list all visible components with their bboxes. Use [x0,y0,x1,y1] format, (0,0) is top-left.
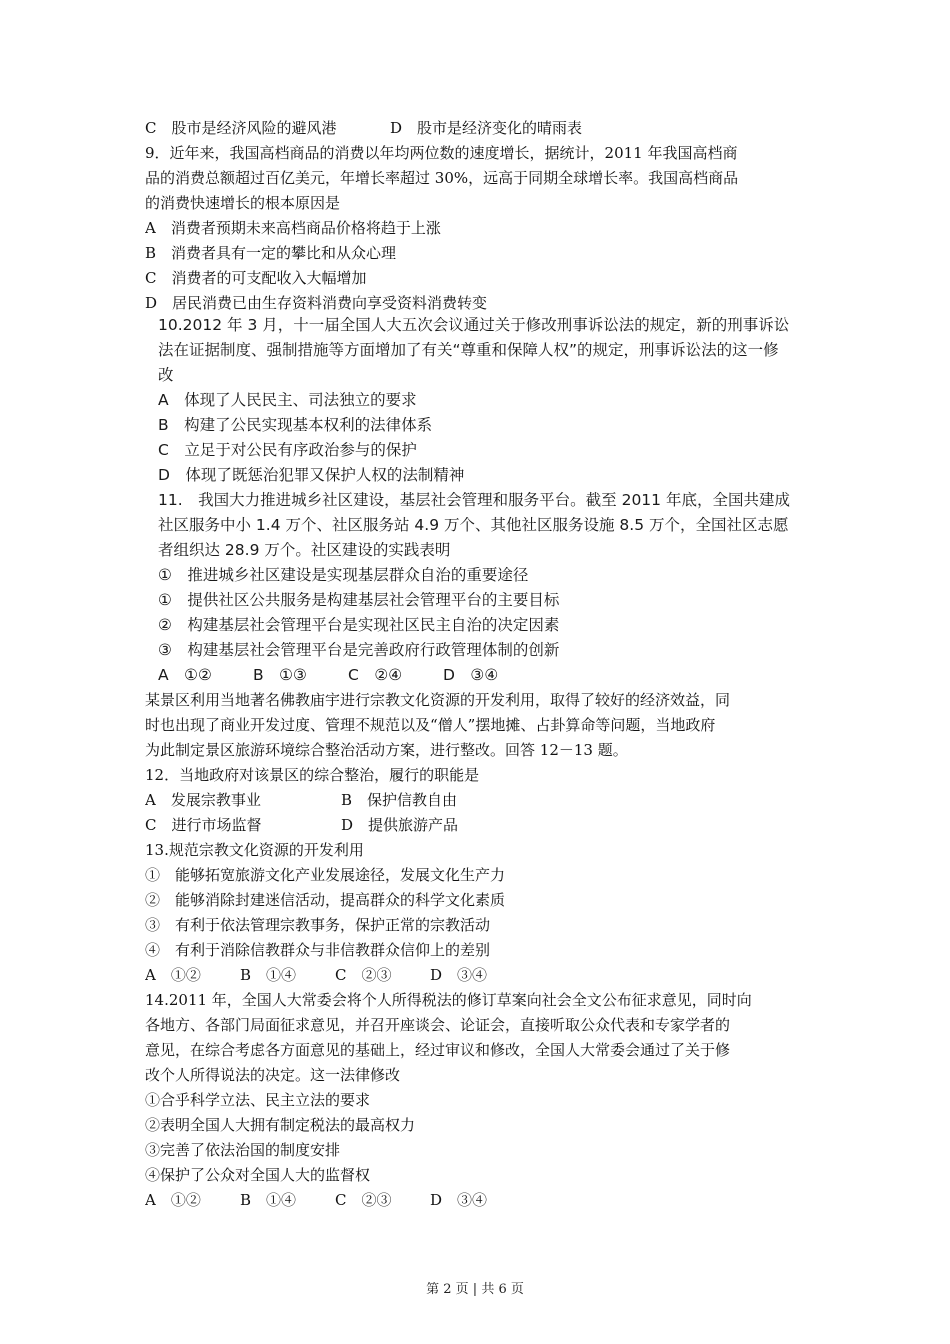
q14-item: ①合乎科学立法、民主立法的要求 [145,1091,371,1109]
q14-choice-b: B ①④ [240,1191,297,1209]
q14-stem-line: 意见，在综合考虑各方面意见的基础上，经过审议和修改，全国人大常委会通过了关于修 [145,1041,731,1059]
question-14 [145,988,815,1213]
q13-choices [145,963,815,988]
q14-choice-d: D ③④ [430,1191,488,1209]
page-footer: 第 2 页 | 共 6 页 [426,1282,524,1297]
q13-item: ① 能够拓宽旅游文化产业发展途径，发展文化生产力 [145,866,506,884]
q12-stem: 12．当地政府对该景区的综合整治，履行的职能是 [145,766,480,784]
question-11 [158,488,828,688]
q9-option-c: C 消费者的可支配收入大幅增加 [145,269,367,287]
q10-option-d: D 体现了既惩治犯罪又保护人权的法制精神 [158,466,465,484]
q14-stem-line: 各地方、各部门局面征求意见，并召开座谈会、论证会，直接听取公众代表和专家学者的 [145,1016,731,1034]
q10-option-c: C 立足于对公民有序政治参与的保护 [158,441,417,459]
q12-option-d: D 提供旅游产品 [341,816,459,834]
q8-option-d: D 股市是经济变化的晴雨表 [390,119,583,137]
q11-stem-line: 社区服务中小 1.4 万个、社区服务站 4.9 万个、其他社区服务设施 8.5 万个，全国社区志愿 [158,516,789,534]
q10-stem-line: 改 [158,366,174,384]
q10-stem-line: 法在证据制度、强制措施等方面增加了有关“尊重和保障人权”的规定，刑事诉讼法的这一修 [158,341,779,359]
context-line: 时也出现了商业开发过度、管理不规范以及“僧人”摆地摊、占卦算命等问题，当地政府 [145,716,716,734]
context-line: 为此制定景区旅游环境综合整治活动方案，进行整改。回答 12－13 题。 [145,741,628,759]
q14-choice-c: C ②③ [335,1191,392,1209]
q9-option-b: B 消费者具有一定的攀比和从众心理 [145,244,397,262]
q11-item: ③ 构建基层社会管理平台是完善政府行政管理体制的创新 [158,641,560,659]
q8-options-tail [145,116,815,141]
q13-choice-d: D ③④ [430,966,488,984]
question-9 [145,141,815,316]
context-line: 某景区利用当地著名佛教庙宇进行宗教文化资源的开发利用，取得了较好的经济效益，同 [145,691,731,709]
q12-option-c: C 进行市场监督 [145,816,262,834]
q11-stem-line: 者组织达 28.9 万个。社区建设的实践表明 [158,541,451,559]
q11-item: ① 推进城乡社区建设是实现基层群众自治的重要途径 [158,566,529,584]
q9-option-a: A 消费者预期未来高档商品价格将趋于上涨 [145,219,441,237]
q12-option-a: A 发展宗教事业 [145,791,261,809]
context-12-13 [145,688,815,763]
q9-stem-line: 的消费快速增长的根本原因是 [145,194,341,212]
q11-stem-line: 11. 我国大力推进城乡社区建设，基层社会管理和服务平台。截至 2011 年底，全国共建成 [158,491,790,509]
question-13 [145,838,815,988]
q11-item: ② 构建基层社会管理平台是实现社区民主自治的决定因素 [158,616,560,634]
question-10 [158,313,828,488]
question-12 [145,763,815,838]
q14-item: ④保护了公众对全国人大的监督权 [145,1166,371,1184]
q14-stem-line: 改个人所得说法的决定。这一法律修改 [145,1066,401,1084]
q9-stem-line: 品的消费总额超过百亿美元，年增长率超过 30%，远高于同期全球增长率。我国高档商品 [145,169,739,187]
q14-stem-line: 14.2011 年，全国人大常委会将个人所得税法的修订草案向社会全文公布征求意见，同时向 [145,991,752,1009]
q13-choice-c: C ②③ [335,966,392,984]
q10-option-a: A 体现了人民民主、司法独立的要求 [158,391,417,409]
q13-choice-b: B ①④ [240,966,297,984]
q12-option-b: B 保护信教自由 [341,791,458,809]
q13-choice-a: A ①② [145,966,201,984]
q14-item: ③完善了依法治国的制度安排 [145,1141,341,1159]
q11-item: ① 提供社区公共服务是构建基层社会管理平台的主要目标 [158,591,560,609]
q13-stem: 13.规范宗教文化资源的开发利用 [145,841,364,859]
q14-item: ②表明全国人大拥有制定税法的最高权力 [145,1116,416,1134]
q13-item: ④ 有利于消除信教群众与非信教群众信仰上的差别 [145,941,491,959]
q13-item: ② 能够消除封建迷信活动，提高群众的科学文化素质 [145,891,506,909]
q14-choice-a: A ①② [145,1191,201,1209]
q10-option-b: B 构建了公民实现基本权利的法律体系 [158,416,433,434]
q11-choice-a: A ①② [158,666,212,684]
q11-choice-c: C ②④ [348,666,403,684]
q10-stem-line: 10.2012 年 3 月，十一届全国人大五次会议通过关于修改刑事诉讼法的规定，新的刑事诉讼 [158,316,790,334]
q11-choices [158,663,828,688]
q9-stem-line: 9．近年来，我国高档商品的消费以年均两位数的速度增长，据统计，2011 年我国高档商 [145,144,738,162]
q9-option-d: D 居民消费已由生存资料消费向享受资料消费转变 [145,294,488,312]
q11-choice-b: B ①③ [253,666,307,684]
q8-option-c: C 股市是经济风险的避风港 [145,119,337,137]
q14-choices [145,1188,815,1213]
q13-item: ③ 有利于依法管理宗教事务，保护正常的宗教活动 [145,916,491,934]
q11-choice-d: D ③④ [443,666,499,684]
